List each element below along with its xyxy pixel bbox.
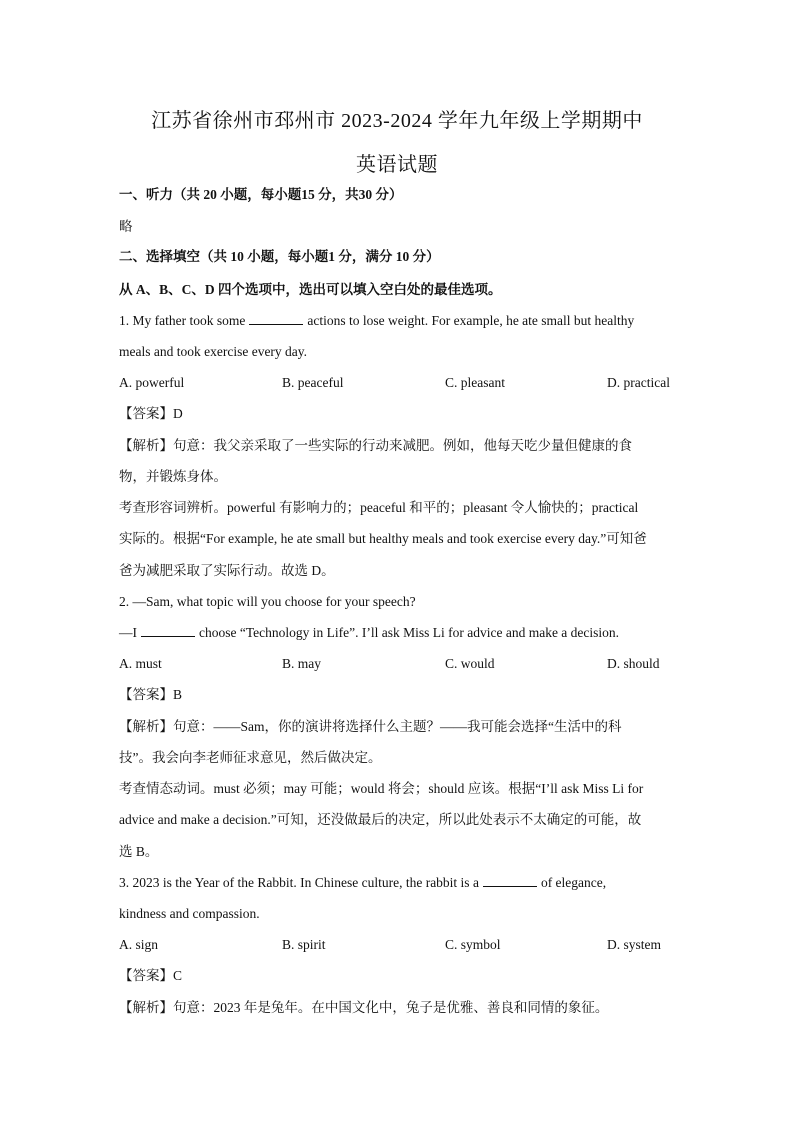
q1-stem-line2: meals and took exercise every day. <box>119 344 308 359</box>
section1-heading: 一、听力（共 20 小题，每小题15 分，共30 分） <box>119 187 403 202</box>
q2-option-b: B. may <box>282 656 321 671</box>
q2-analysis-line2: 技”。我会向李老师征求意见，然后做决定。 <box>119 750 382 765</box>
q2-option-a: A. must <box>119 656 162 671</box>
q2-analysis-line3: 考查情态动词。must 必须；may 可能；would 将会；should 应该。根据“I’ll ask Miss Li for <box>119 781 644 796</box>
q1-analysis-line5: 爸为减肥采取了实际行动。故选 D。 <box>119 563 335 578</box>
q2-stem-part-a: —I <box>119 625 137 640</box>
q3-option-b: B. spirit <box>282 937 326 952</box>
q3-stem-part-a: 3. 2023 is the Year of the Rabbit. In Chinese culture, the rabbit is a <box>119 875 479 890</box>
q1-analysis-line3: 考查形容词辨析。powerful 有影响力的；peaceful 和平的；pleasant 令人愉快的；practical <box>119 500 639 515</box>
q2-analysis-line1: 【解析】句意：——Sam，你的演讲将选择什么主题？——我可能会选择“生活中的科 <box>119 719 622 734</box>
q1-stem-part-b: actions to lose weight. For example, he ate small but healthy <box>307 313 635 328</box>
q3-stem-line2: kindness and compassion. <box>119 906 260 921</box>
section2-instruction: 从 A、B、C、D 四个选项中，选出可以填入空白处的最佳选项。 <box>119 282 502 297</box>
q2-analysis-line5: 选 B。 <box>119 844 159 859</box>
q2-option-d: D. should <box>607 656 660 671</box>
q1-option-b: B. peaceful <box>282 375 344 390</box>
q2-blank <box>141 624 195 637</box>
q3-analysis-line1: 【解析】句意：2023 年是兔年。在中国文化中，兔子是优雅、善良和同情的象征。 <box>119 1000 609 1015</box>
q3-option-d: D. system <box>607 937 661 952</box>
q2-stem-part-b: choose “Technology in Life”. I’ll ask Miss Li for advice and make a decision. <box>199 625 620 640</box>
q3-option-a: A. sign <box>119 937 159 952</box>
q1-option-c: C. pleasant <box>445 375 505 390</box>
q2-analysis-line4: advice and make a decision.”可知，还没做最后的决定，所以此处表示不太确定的可能，故 <box>119 812 642 827</box>
section1-note: 略 <box>119 219 133 234</box>
q1-answer: 【答案】D <box>119 406 183 421</box>
q1-analysis-line2: 物，并锻炼身体。 <box>119 469 227 484</box>
document-title: 江苏省徐州市邳州市 2023-2024 学年九年级上学期期中 <box>151 110 643 132</box>
q1-analysis-line4: 实际的。根据“For example, he ate small but healthy meals and took exercise every day.”可知爸 <box>119 531 647 546</box>
q2-option-c: C. would <box>445 656 495 671</box>
q2-answer: 【答案】B <box>119 687 183 702</box>
q1-option-a: A. powerful <box>119 375 185 390</box>
q1-stem-part-a: 1. My father took some <box>119 313 246 328</box>
q1-analysis-line1: 【解析】句意：我父亲采取了一些实际的行动来减肥。例如，他每天吃少量但健康的食 <box>119 438 632 453</box>
q3-option-c: C. symbol <box>445 937 501 952</box>
q3-stem-part-b: of elegance, <box>540 875 607 890</box>
q3-blank <box>483 874 537 887</box>
q3-stem-line1 <box>119 874 606 892</box>
q2-stem-line1: 2. —Sam, what topic will you choose for your speech? <box>119 594 416 609</box>
section2-heading: 二、选择填空（共 10 小题，每小题1 分，满分 10 分） <box>119 249 440 264</box>
q3-answer: 【答案】C <box>119 968 183 983</box>
q1-stem-line1 <box>119 312 634 330</box>
q1-blank <box>249 312 303 325</box>
document-subtitle: 英语试题 <box>356 154 438 176</box>
q1-option-d: D. practical <box>607 375 670 390</box>
q2-stem-line2 <box>119 624 619 642</box>
